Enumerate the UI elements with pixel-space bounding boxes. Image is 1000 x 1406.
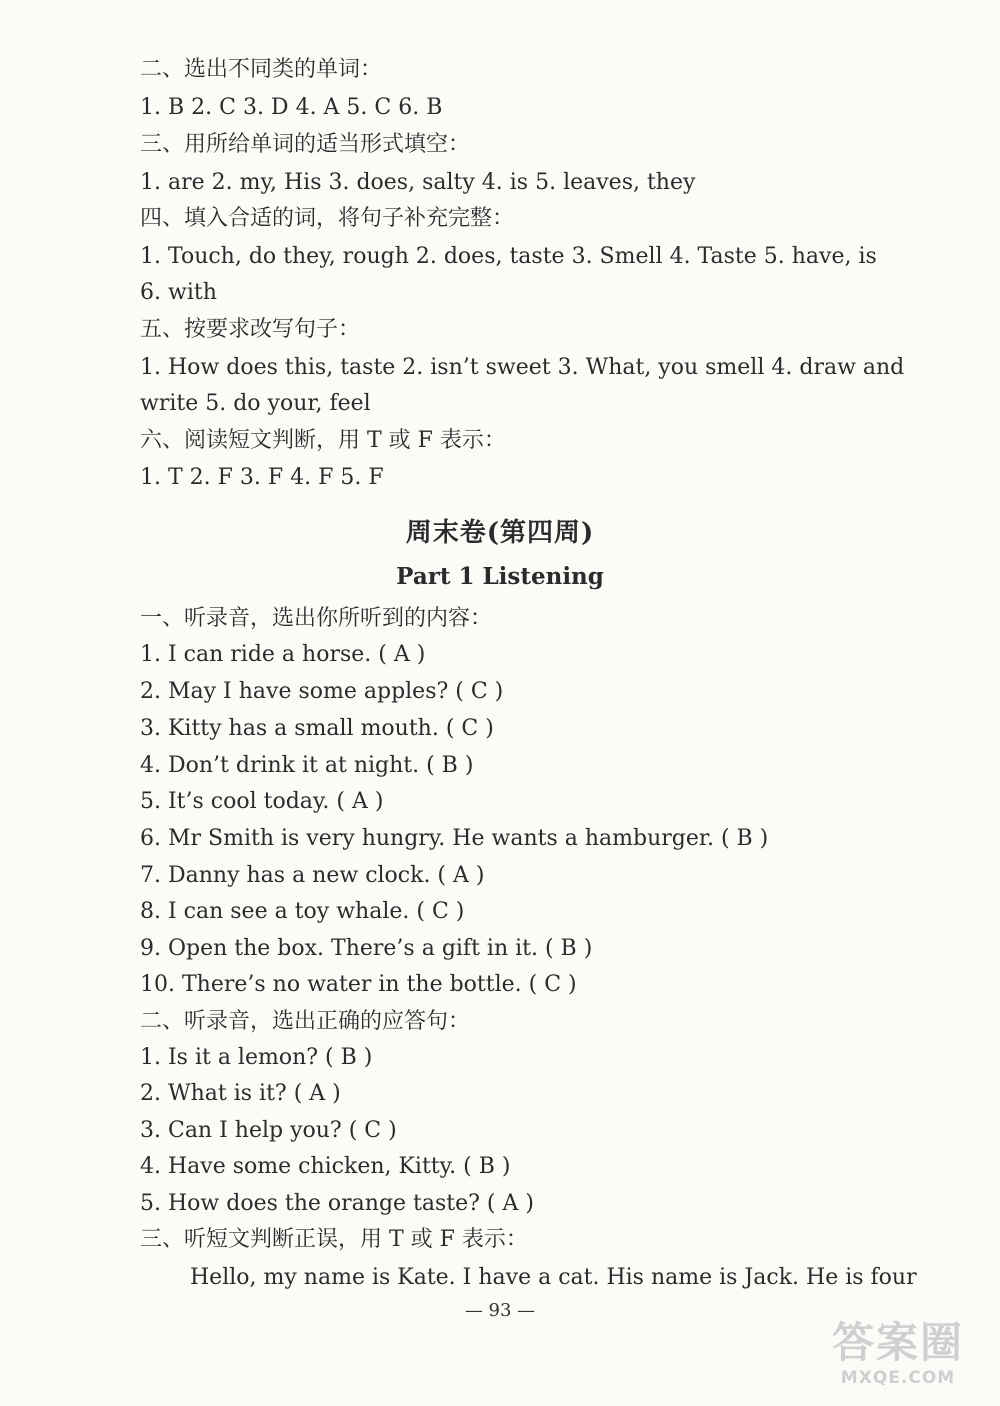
answer-line: 5. How does the orange taste? ( A )	[140, 1191, 534, 1216]
watermark-logo	[818, 1318, 978, 1398]
section-heading-4: 四、填入合适的词，将句子补充完整：	[140, 206, 515, 231]
answer-line: 6. Mr Smith is very hungry. He wants a hamburger. ( B )	[140, 826, 769, 851]
section-heading-5: 五、按要求改写句子：	[140, 317, 361, 342]
answer-line: 3. Can I help you? ( C )	[140, 1118, 397, 1143]
answer-line: 1. T 2. F 3. F 4. F 5. F	[140, 465, 384, 490]
answer-line: 4. Don’t drink it at night. ( B )	[140, 753, 474, 778]
answer-line: 1. Touch, do they, rough 2. does, taste 3. Smell 4. Taste 5. have, is	[140, 244, 877, 269]
answer-line: 3. Kitty has a small mouth. ( C )	[140, 716, 494, 741]
answer-line: 2. May I have some apples? ( C )	[140, 679, 504, 704]
listening-heading-1: 一、听录音，选出你所听到的内容：	[140, 606, 493, 631]
section-title: 周末卷(第四周)	[405, 518, 595, 548]
section-heading-3: 三、用所给单词的适当形式填空：	[140, 132, 471, 157]
answer-line: 7. Danny has a new clock. ( A )	[140, 863, 485, 888]
answer-line: 8. I can see a toy whale. ( C )	[140, 899, 465, 924]
section-heading-6: 六、阅读短文判断，用 T 或 F 表示：	[140, 428, 506, 453]
answer-line: 1. I can ride a horse. ( A )	[140, 642, 426, 667]
answer-line: 6. with	[140, 280, 217, 305]
answer-line: 1. Is it a lemon? ( B )	[140, 1045, 373, 1070]
answer-line: 1. B 2. C 3. D 4. A 5. C 6. B	[140, 95, 443, 120]
listening-heading-2: 二、听录音，选出正确的应答句：	[140, 1009, 471, 1034]
answer-line: 10. There’s no water in the bottle. ( C )	[140, 972, 577, 997]
passage-text: Hello, my name is Kate. I have a cat. His name is Jack. He is four	[190, 1265, 917, 1290]
answer-line: 1. How does this, taste 2. isn’t sweet 3. What, you smell 4. draw and	[140, 355, 905, 380]
answer-line: write 5. do your, feel	[140, 391, 371, 416]
part-title: Part 1 Listening	[396, 563, 604, 590]
answer-line: 1. are 2. my, His 3. does, salty 4. is 5. leaves, they	[140, 170, 696, 195]
answer-line: 9. Open the box. There’s a gift in it. ( B )	[140, 936, 593, 961]
listening-heading-3: 三、听短文判断正误，用 T 或 F 表示：	[140, 1227, 528, 1252]
page-number: — 93 —	[464, 1300, 536, 1321]
section-heading-2: 二、选出不同类的单词：	[140, 57, 383, 82]
watermark-title: 答案圈	[831, 1318, 964, 1367]
watermark-url: MXQE.COM	[840, 1368, 956, 1388]
answer-line: 5. It’s cool today. ( A )	[140, 789, 384, 814]
answer-line: 4. Have some chicken, Kitty. ( B )	[140, 1154, 511, 1179]
answer-line: 2. What is it? ( A )	[140, 1081, 341, 1106]
